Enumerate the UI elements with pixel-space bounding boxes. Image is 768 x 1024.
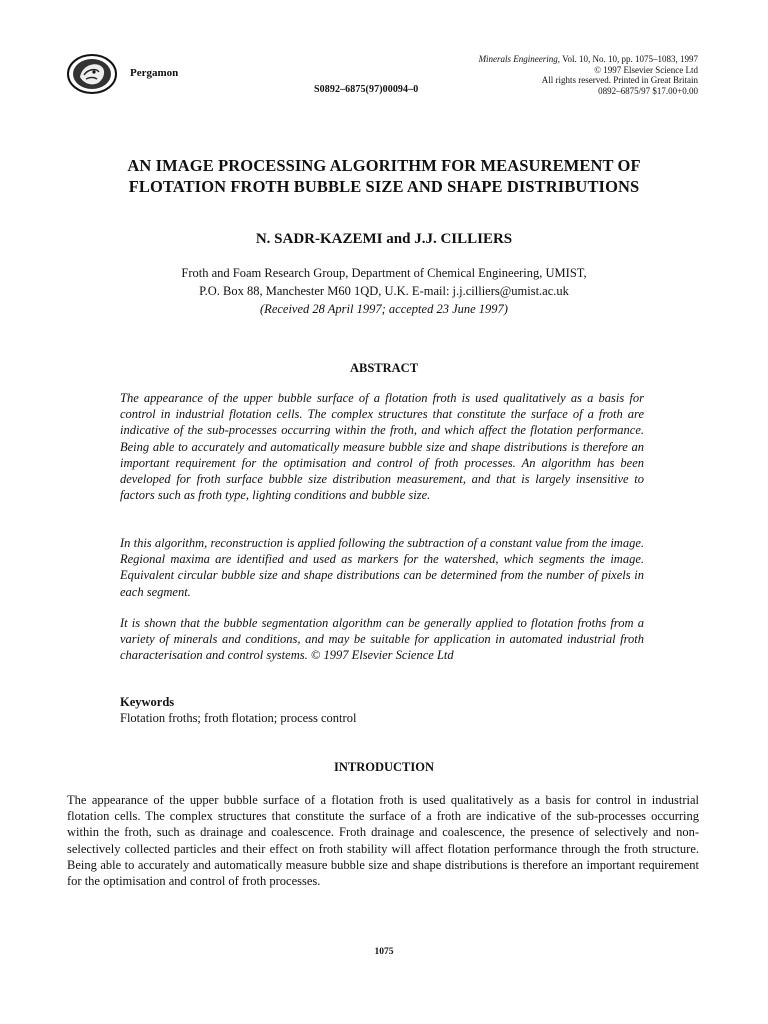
authors: N. SADR-KAZEMI and J.J. CILLIERS bbox=[255, 231, 513, 247]
keywords-heading: Keywords bbox=[120, 695, 175, 709]
abstract-heading: ABSTRACT bbox=[349, 361, 419, 375]
introduction-paragraph: The appearance of the upper bubble surface of a flotation froth is used qualitatively as a basis for control in industrial flotation cells. The complex structures that constitute the surface of a froth are indicative of the sub-processes occurring within the froth, such as drainage and coalescence. Froth drainage and coalescence, the presence of selectively and non-selectively collected particles and their effect on froth stability will affect flotation performance through the froth structure. Being able to accurately and automatically measure bubble size and shape distributions is therefore an important requirement for the optimisation and control of froth processes. bbox=[67, 793, 699, 889]
paper-title bbox=[60, 155, 708, 197]
journal-citation bbox=[479, 54, 698, 65]
abstract-paragraph-2: In this algorithm, reconstruction is applied following the subtraction of a constant value from the image. Regional maxima are identified and used as markers for the watershed, which segments the image. Equivalent circular bubble size and shape distributions can be determined from the number of pixels in each segment. bbox=[120, 536, 644, 599]
abstract-paragraph-1: The appearance of the upper bubble surface of a flotation froth is used qualitatively as a basis for control in industrial flotation cells. The complex structures that constitute the surface of a froth are indicative of the sub-processes occurring within the froth, and which affect the flotation performance. Being able to accurately and automatically measure bubble size and shape distributions is therefore an important requirement for the optimisation and control of froth processes. An algorithm has been developed for froth surface bubble size distribution measurement, and that is largely insensitive to factors such as froth type, lighting conditions and bubble size. bbox=[120, 391, 644, 503]
publisher-name: Pergamon bbox=[130, 67, 179, 79]
title-line-2: FLOTATION FROTH BUBBLE SIZE AND SHAPE DISTRIBUTIONS bbox=[128, 177, 640, 196]
page-number: 1075 bbox=[374, 947, 394, 957]
abstract-paragraph-3: It is shown that the bubble segmentation algorithm can be generally applied to flotation froths from a variety of minerals and conditions, and may be suitable for application in automated industrial froth characterisation and control systems. © 1997 Elsevier Science Ltd bbox=[120, 616, 644, 663]
introduction-heading: INTRODUCTION bbox=[333, 760, 434, 774]
copyright-line: © 1997 Elsevier Science Ltd bbox=[594, 64, 698, 75]
title-line-1: AN IMAGE PROCESSING ALGORITHM FOR MEASUREMENT OF bbox=[127, 156, 641, 175]
publisher-logo-icon bbox=[66, 53, 118, 95]
keywords-list: Flotation froths; froth flotation; process control bbox=[120, 711, 357, 725]
rights-line: All rights reserved. Printed in Great Britain bbox=[541, 75, 698, 85]
affiliation-line-1: Froth and Foam Research Group, Department of Chemical Engineering, UMIST, bbox=[181, 266, 587, 280]
doi-code: S0892–6875(97)00094–0 bbox=[314, 84, 419, 95]
issn-price: 0892–6875/97 $17.00+0.00 bbox=[598, 85, 698, 96]
journal-volume: Vol. 10, No. 10, pp. 1075–1083, 1997 bbox=[560, 54, 698, 64]
affiliation-line-2: P.O. Box 88, Manchester M60 1QD, U.K. E-mail: j.j.cilliers@umist.ac.uk bbox=[199, 284, 569, 298]
journal-name: Minerals Engineering, bbox=[478, 54, 561, 64]
affiliation bbox=[60, 264, 708, 318]
received-dates: (Received 28 April 1997; accepted 23 June 1997) bbox=[260, 302, 508, 316]
journal-info bbox=[479, 54, 698, 96]
